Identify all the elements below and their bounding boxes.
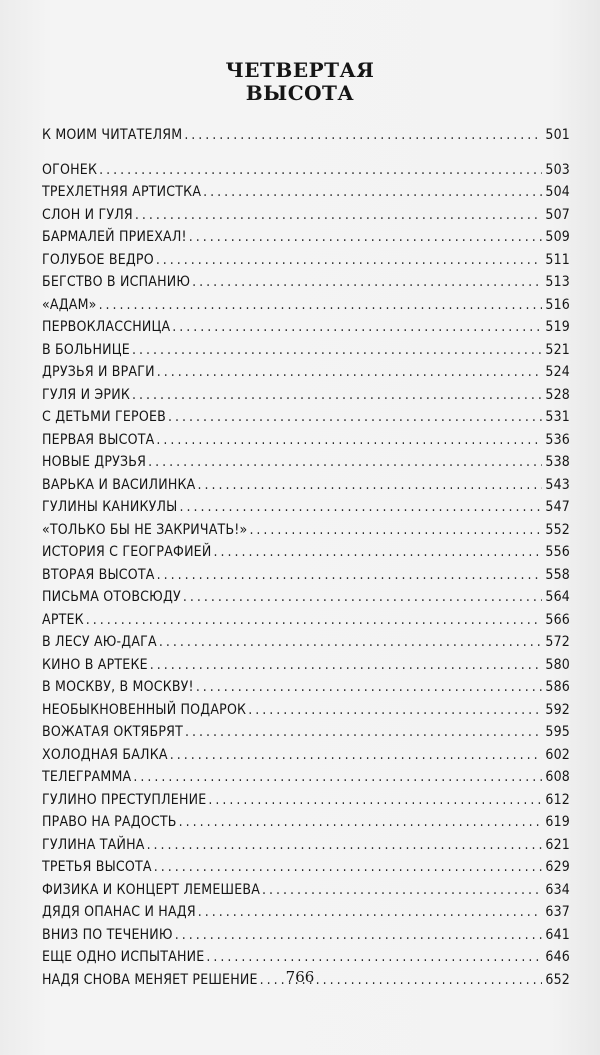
toc-entry-page: 547 — [545, 499, 570, 515]
toc-entry — [42, 564, 570, 587]
toc-dot-leader — [197, 474, 542, 497]
toc-entry-page: 519 — [545, 319, 570, 335]
toc-entry-title: ГУЛИНЫ КАНИКУЛЫ — [42, 499, 178, 515]
toc-dot-leader — [135, 204, 542, 227]
toc-dot-leader — [213, 541, 542, 564]
toc-dot-leader — [99, 294, 543, 317]
toc-entry-title: ГУЛЯ И ЭРИК — [42, 386, 130, 403]
toc-dot-leader — [150, 654, 543, 677]
toc-entry-page: 516 — [545, 296, 570, 313]
toc-entry-title: ХОЛОДНАЯ БАЛКА — [42, 746, 168, 763]
table-of-contents — [42, 124, 570, 991]
toc-entry — [42, 519, 570, 542]
toc-dot-leader — [184, 124, 542, 147]
toc-entry-title: ЕЩЕ ОДНО ИСПЫТАНИЕ — [42, 949, 205, 965]
toc-entry-page: 536 — [545, 431, 570, 448]
toc-entry-title: ИСТОРИЯ С ГЕОГРАФИЕЙ — [42, 544, 212, 560]
toc-entry — [42, 249, 570, 272]
toc-entry — [42, 451, 570, 474]
toc-entry-title: В МОСКВУ, В МОСКВУ! — [42, 679, 194, 695]
toc-dot-leader — [156, 249, 543, 272]
toc-entry-page: 634 — [545, 881, 570, 898]
toc-entry-title: С ДЕТЬМИ ГЕРОЕВ — [42, 409, 166, 425]
toc-dot-leader — [159, 631, 543, 654]
toc-entry-title: ГОЛУБОЕ ВЕДРО — [42, 251, 154, 268]
toc-entry-title: В БОЛЬНИЦЕ — [42, 341, 130, 358]
toc-entry — [42, 609, 570, 632]
toc-dot-leader — [206, 946, 542, 969]
toc-entry — [42, 271, 570, 294]
toc-dot-leader — [168, 406, 542, 429]
toc-entry-title: ДЯДЯ ОПАНАС И НАДЯ — [42, 904, 196, 920]
toc-entry-title: К МОИМ ЧИТАТЕЛЯМ — [42, 127, 183, 143]
toc-entry — [42, 856, 570, 879]
toc-dot-leader — [249, 519, 542, 542]
toc-entry — [42, 924, 570, 947]
toc-dot-leader — [132, 384, 542, 407]
toc-entry-page: 528 — [545, 386, 570, 403]
toc-entry — [42, 124, 570, 147]
toc-entry-title: НЕОБЫКНОВЕННЫЙ ПОДАРОК — [42, 701, 247, 718]
toc-entry-title: НОВЫЕ ДРУЗЬЯ — [42, 454, 147, 470]
toc-entry-page: 552 — [545, 521, 570, 538]
toc-entry-page: 580 — [545, 656, 570, 673]
toc-dot-leader — [148, 451, 542, 474]
toc-entry — [42, 474, 570, 497]
toc-entry — [42, 586, 570, 609]
toc-entry — [42, 789, 570, 812]
toc-dot-leader — [192, 271, 542, 294]
toc-entry-page: 629 — [545, 859, 570, 875]
toc-entry-title: ТРЕХЛЕТНЯЯ АРТИСТКА — [42, 184, 202, 200]
toc-entry-page: 564 — [545, 589, 570, 605]
toc-entry-page: 619 — [545, 814, 570, 830]
toc-entry — [42, 834, 570, 857]
toc-entry-title: ПРАВО НА РАДОСТЬ — [42, 814, 177, 830]
toc-dot-leader — [262, 879, 542, 902]
toc-entry — [42, 159, 570, 182]
toc-entry-page: 602 — [545, 746, 570, 763]
toc-entry-title: «АДАМ» — [42, 296, 97, 313]
toc-entry-page: 531 — [545, 409, 570, 425]
toc-entry-page: 595 — [545, 724, 570, 740]
toc-entry-page: 543 — [545, 476, 570, 493]
toc-dot-leader — [183, 586, 542, 609]
toc-entry — [42, 811, 570, 834]
toc-dot-leader — [99, 159, 542, 182]
section-title-line-1: ЧЕТВЕРТАЯ — [225, 58, 375, 82]
toc-entry — [42, 676, 570, 699]
toc-entry-title: ОГОНЕК — [42, 161, 98, 178]
toc-entry-page: 637 — [545, 904, 570, 920]
toc-dot-leader — [154, 856, 543, 879]
toc-entry-page: 572 — [545, 634, 570, 650]
toc-dot-leader — [157, 564, 543, 587]
toc-dot-leader — [156, 429, 542, 452]
toc-entry — [42, 316, 570, 339]
toc-entry-title: ФИЗИКА И КОНЦЕРТ ЛЕМЕШЕВА — [42, 881, 261, 898]
toc-dot-leader — [208, 789, 542, 812]
toc-entry-title: КИНО В АРТЕКЕ — [42, 656, 148, 673]
toc-entry-title: БАРМАЛЕЙ ПРИЕХАЛ! — [42, 229, 187, 245]
toc-entry-title: ВТОРАЯ ВЫСОТА — [42, 566, 155, 583]
toc-entry — [42, 744, 570, 767]
toc-dot-leader — [172, 316, 542, 339]
toc-entry — [42, 699, 570, 722]
toc-entry-page: 621 — [545, 836, 570, 853]
toc-entry-page: 612 — [545, 791, 570, 808]
toc-entry — [42, 901, 570, 924]
toc-dot-leader — [185, 721, 542, 744]
toc-dot-leader — [196, 676, 543, 699]
toc-entry-page: 501 — [545, 127, 570, 143]
toc-entry-title: ПИСЬМА ОТОВСЮДУ — [42, 589, 181, 605]
toc-entry — [42, 361, 570, 384]
toc-entry — [42, 204, 570, 227]
toc-entry-title: ГУЛИНА ТАЙНА — [42, 836, 145, 853]
toc-entry-title: ПЕРВОКЛАССНИЦА — [42, 319, 171, 335]
toc-dot-leader — [157, 361, 543, 384]
toc-dot-leader — [179, 811, 543, 834]
toc-entry-page: 503 — [545, 161, 570, 178]
toc-entry-page: 538 — [545, 454, 570, 470]
toc-entry — [42, 384, 570, 407]
toc-entry — [42, 294, 570, 317]
toc-entry-page: 558 — [545, 566, 570, 583]
toc-entry-title: «ТОЛЬКО БЫ НЕ ЗАКРИЧАТЬ!» — [42, 521, 248, 538]
toc-entry-page: 641 — [545, 926, 570, 943]
toc-entry-title: ВНИЗ ПО ТЕЧЕНИЮ — [42, 926, 173, 943]
toc-entry-page: 507 — [545, 206, 570, 223]
toc-entry — [42, 631, 570, 654]
toc-entry-title: ВАРЬКА И ВАСИЛИНКА — [42, 476, 196, 493]
toc-dot-leader — [147, 834, 543, 857]
toc-entry-title: ВОЖАТАЯ ОКТЯБРЯТ — [42, 724, 183, 740]
toc-entry — [42, 339, 570, 362]
toc-entry-page: 504 — [545, 184, 570, 200]
toc-entry-title: ТРЕТЬЯ ВЫСОТА — [42, 859, 152, 875]
toc-entry-page: 586 — [545, 679, 570, 695]
toc-dot-leader — [203, 181, 542, 204]
toc-entry — [42, 541, 570, 564]
toc-entry-page: 608 — [545, 769, 570, 785]
toc-entry — [42, 879, 570, 902]
toc-entry-page: 646 — [545, 949, 570, 965]
toc-dot-leader — [198, 901, 543, 924]
toc-dot-leader — [86, 609, 543, 632]
toc-entry-page: 521 — [545, 341, 570, 358]
toc-entry-title: БЕГСТВО В ИСПАНИЮ — [42, 274, 191, 290]
toc-entry-page: 509 — [545, 229, 570, 245]
toc-dot-leader — [133, 766, 542, 789]
toc-dot-leader — [189, 226, 543, 249]
toc-entry-page: 652 — [545, 971, 570, 988]
toc-entry — [42, 946, 570, 969]
toc-entry — [42, 429, 570, 452]
toc-entry — [42, 496, 570, 519]
toc-dot-leader — [170, 744, 543, 767]
toc-entry-title: СЛОН И ГУЛЯ — [42, 206, 133, 223]
toc-entry-title: ГУЛИНО ПРЕСТУПЛЕНИЕ — [42, 791, 207, 808]
toc-dot-leader — [180, 496, 543, 519]
toc-entry-page: 511 — [545, 251, 570, 268]
toc-entry — [42, 721, 570, 744]
section-title-line-2: ВЫСОТА — [245, 81, 355, 105]
toc-entry — [42, 766, 570, 789]
toc-entry — [42, 226, 570, 249]
toc-entry — [42, 406, 570, 429]
toc-dot-leader — [248, 699, 542, 722]
toc-entry-page: 566 — [545, 611, 570, 628]
toc-dot-leader — [132, 339, 542, 362]
toc-entry-page: 592 — [545, 701, 570, 718]
toc-entry-page: 556 — [545, 544, 570, 560]
toc-entry — [42, 181, 570, 204]
toc-entry-page: 513 — [545, 274, 570, 290]
page-number: 766 — [285, 968, 315, 986]
toc-entry-title: В ЛЕСУ АЮ-ДАГА — [42, 634, 157, 650]
toc-entry-title: ДРУЗЬЯ И ВРАГИ — [42, 364, 155, 380]
toc-entry — [42, 654, 570, 677]
toc-entry-title: АРТЕК — [42, 611, 84, 628]
toc-dot-leader — [175, 924, 543, 947]
toc-entry-title: ПЕРВАЯ ВЫСОТА — [42, 431, 155, 448]
toc-entry-title: НАДЯ СНОВА МЕНЯЕТ РЕШЕНИЕ — [42, 971, 258, 988]
toc-entry-page: 524 — [545, 364, 570, 380]
toc-entry-title: ТЕЛЕГРАММА — [42, 769, 132, 785]
